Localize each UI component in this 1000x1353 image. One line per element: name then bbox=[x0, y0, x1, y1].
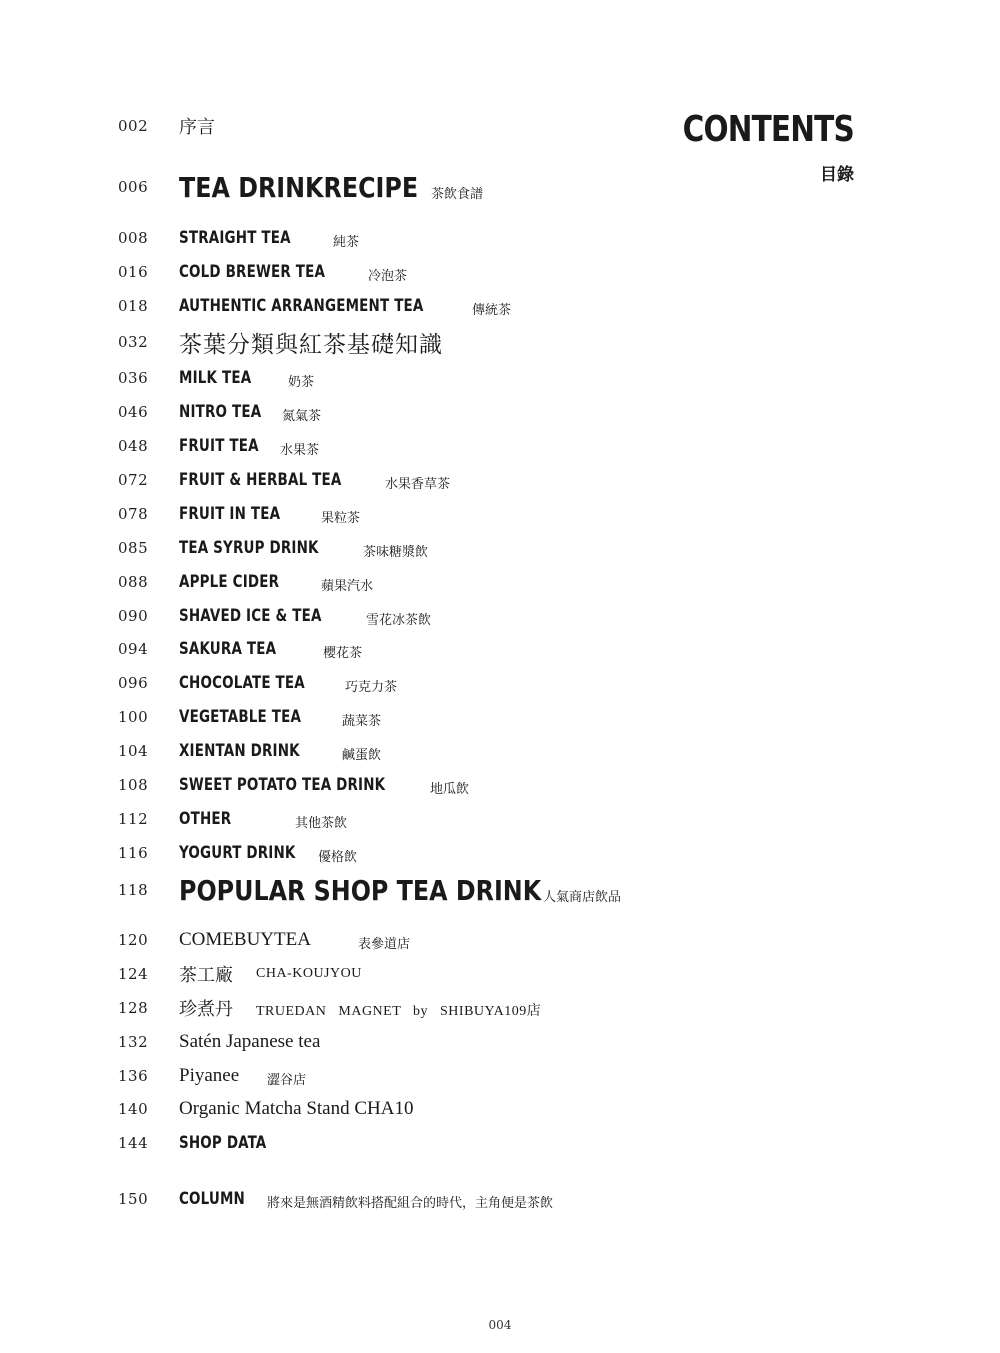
page-number: 004 bbox=[488, 1318, 512, 1332]
toc-entry bbox=[0, 925, 1000, 955]
toc-subtitle: 雪花冰茶飲 bbox=[366, 613, 432, 628]
toc-entry bbox=[0, 668, 1000, 698]
toc-section-title: TEA DRINKRECIPE bbox=[179, 170, 419, 204]
toc-subtitle: 傳統茶 bbox=[472, 303, 512, 318]
toc-subtitle: 澀谷店 bbox=[267, 1073, 307, 1088]
toc-subtitle: 純茶 bbox=[333, 235, 360, 250]
toc-subtitle: 蔬菜茶 bbox=[342, 714, 382, 729]
toc-title: TEA SYRUP DRINK bbox=[179, 538, 319, 558]
toc-page-number: 144 bbox=[118, 1134, 149, 1152]
toc-page-number: 136 bbox=[118, 1067, 149, 1085]
toc-page-number: 002 bbox=[118, 117, 149, 135]
toc-page-number: 046 bbox=[118, 403, 149, 421]
toc-page-number: 108 bbox=[118, 776, 149, 794]
toc-page-number: 116 bbox=[118, 844, 149, 862]
toc-entry bbox=[0, 567, 1000, 597]
toc-entry bbox=[0, 431, 1000, 461]
toc-entry bbox=[0, 804, 1000, 834]
toc-title: APPLE CIDER bbox=[179, 572, 280, 592]
toc-title: Piyanee bbox=[179, 1065, 240, 1086]
toc-entry bbox=[0, 1027, 1000, 1057]
toc-title: SWEET POTATO TEA DRINK bbox=[179, 775, 386, 795]
toc-entry bbox=[0, 291, 1000, 321]
toc-title: Organic Matcha Stand CHA10 bbox=[179, 1098, 414, 1119]
toc-entry bbox=[0, 533, 1000, 563]
toc-page-number: 124 bbox=[118, 965, 149, 983]
toc-page-number: 120 bbox=[118, 931, 149, 949]
toc-page-number: 072 bbox=[118, 471, 149, 489]
toc-subtitle: CHA-KOUJYOU bbox=[256, 966, 362, 981]
toc-page-number: 006 bbox=[118, 178, 149, 196]
toc-entry bbox=[0, 634, 1000, 664]
toc-page-number: 112 bbox=[118, 810, 149, 828]
toc-subtitle: 地瓜飲 bbox=[430, 782, 470, 797]
toc-page-number: 128 bbox=[118, 999, 149, 1017]
toc-entry bbox=[0, 223, 1000, 253]
toc-page-number: 048 bbox=[118, 437, 149, 455]
toc-subtitle: 氮氣茶 bbox=[282, 409, 322, 424]
toc-page-number: 140 bbox=[118, 1100, 149, 1118]
toc-title: 序言 bbox=[179, 117, 215, 138]
toc-title: YOGURT DRINK bbox=[179, 843, 296, 863]
toc-page-number: 078 bbox=[118, 505, 149, 523]
contents-subtitle: 目錄 bbox=[820, 165, 854, 185]
toc-title: SHAVED ICE & TEA bbox=[179, 606, 322, 626]
toc-title: STRAIGHT TEA bbox=[179, 228, 291, 248]
toc-subtitle: 櫻花茶 bbox=[323, 646, 363, 661]
toc-entry bbox=[0, 397, 1000, 427]
toc-title: SAKURA TEA bbox=[179, 639, 277, 659]
toc-title: FRUIT & HERBAL TEA bbox=[179, 470, 342, 490]
toc-title: Satén Japanese tea bbox=[179, 1031, 321, 1052]
toc-entry bbox=[0, 770, 1000, 800]
toc-page-number: 100 bbox=[118, 708, 149, 726]
toc-subtitle: 將來是無酒精飲料搭配組合的時代，主角便是茶飲 bbox=[267, 1196, 554, 1211]
toc-entry bbox=[0, 959, 1000, 989]
toc-subtitle: 水果茶 bbox=[280, 443, 320, 458]
toc-subtitle: 人氣商店飲品 bbox=[543, 890, 622, 905]
toc-entry bbox=[0, 1184, 1000, 1214]
toc-entry bbox=[0, 257, 1000, 287]
toc-page-number: 118 bbox=[118, 881, 149, 899]
toc-subtitle: 冷泡茶 bbox=[368, 269, 408, 284]
toc-subtitle: 蘋果汽水 bbox=[321, 579, 374, 594]
toc-title: COLD BREWER TEA bbox=[179, 262, 326, 282]
toc-subtitle: 鹹蛋飲 bbox=[342, 748, 382, 763]
toc-page-number: 094 bbox=[118, 640, 149, 658]
toc-entry bbox=[0, 702, 1000, 732]
toc-subtitle: 水果香草茶 bbox=[385, 477, 451, 492]
toc-entry bbox=[0, 1061, 1000, 1091]
toc-title: AUTHENTIC ARRANGEMENT TEA bbox=[179, 296, 424, 316]
toc-entry bbox=[0, 1128, 1000, 1158]
contents-title: CONTENTS bbox=[682, 109, 854, 150]
toc-entry bbox=[0, 736, 1000, 766]
toc-entry bbox=[0, 1094, 1000, 1124]
toc-page-number: 096 bbox=[118, 674, 149, 692]
toc-entry bbox=[0, 601, 1000, 631]
toc-page-number: 018 bbox=[118, 297, 149, 315]
toc-subtitle: 表參道店 bbox=[358, 937, 411, 952]
toc-subtitle: 巧克力茶 bbox=[345, 680, 398, 695]
toc-entry bbox=[0, 172, 1000, 202]
toc-subtitle: 優格飲 bbox=[318, 850, 358, 865]
toc-page-number: 016 bbox=[118, 263, 149, 281]
toc-title: XIENTAN DRINK bbox=[179, 741, 300, 761]
toc-entry bbox=[0, 875, 1000, 905]
toc-page-number: 150 bbox=[118, 1190, 149, 1208]
toc-title: COMEBUYTEA bbox=[179, 929, 311, 950]
toc-entry bbox=[0, 838, 1000, 868]
toc-entry bbox=[0, 465, 1000, 495]
toc-title: VEGETABLE TEA bbox=[179, 707, 302, 727]
toc-title: 茶葉分類與紅茶基礎知識 bbox=[179, 331, 443, 358]
toc-title: CHOCOLATE TEA bbox=[179, 673, 305, 693]
toc-section-title: POPULAR SHOP TEA DRINK bbox=[179, 873, 542, 907]
toc-title: MILK TEA bbox=[179, 368, 252, 388]
toc-title: OTHER bbox=[179, 809, 232, 829]
toc-page-number: 088 bbox=[118, 573, 149, 591]
toc-page-number: 032 bbox=[118, 333, 149, 351]
toc-title: NITRO TEA bbox=[179, 402, 262, 422]
toc-page-number: 104 bbox=[118, 742, 149, 760]
toc-entry bbox=[0, 993, 1000, 1023]
toc-subtitle: 奶茶 bbox=[288, 375, 315, 390]
toc-subtitle: 其他茶飲 bbox=[295, 816, 348, 831]
toc-title: FRUIT TEA bbox=[179, 436, 259, 456]
toc-page-number: 132 bbox=[118, 1033, 149, 1051]
toc-subtitle: 果粒茶 bbox=[321, 511, 361, 526]
toc-entry bbox=[0, 363, 1000, 393]
toc-title: FRUIT IN TEA bbox=[179, 504, 281, 524]
toc-page-number: 090 bbox=[118, 607, 149, 625]
toc-subtitle: 茶味糖漿飲 bbox=[363, 545, 429, 560]
toc-title: 珍煮丹 bbox=[179, 999, 233, 1020]
toc-subtitle: TRUEDAN MAGNET by SHIBUYA109店 bbox=[256, 1004, 542, 1019]
toc-subtitle: 茶飲食譜 bbox=[431, 187, 484, 202]
toc-title: 茶工廠 bbox=[179, 965, 233, 986]
toc-page-number: 036 bbox=[118, 369, 149, 387]
toc-entry bbox=[0, 499, 1000, 529]
toc-title: COLUMN bbox=[179, 1189, 246, 1209]
toc-title: SHOP DATA bbox=[179, 1133, 267, 1153]
toc-entry bbox=[0, 327, 1000, 357]
toc-entry bbox=[0, 111, 1000, 141]
toc-page-number: 085 bbox=[118, 539, 149, 557]
toc-page-number: 008 bbox=[118, 229, 149, 247]
